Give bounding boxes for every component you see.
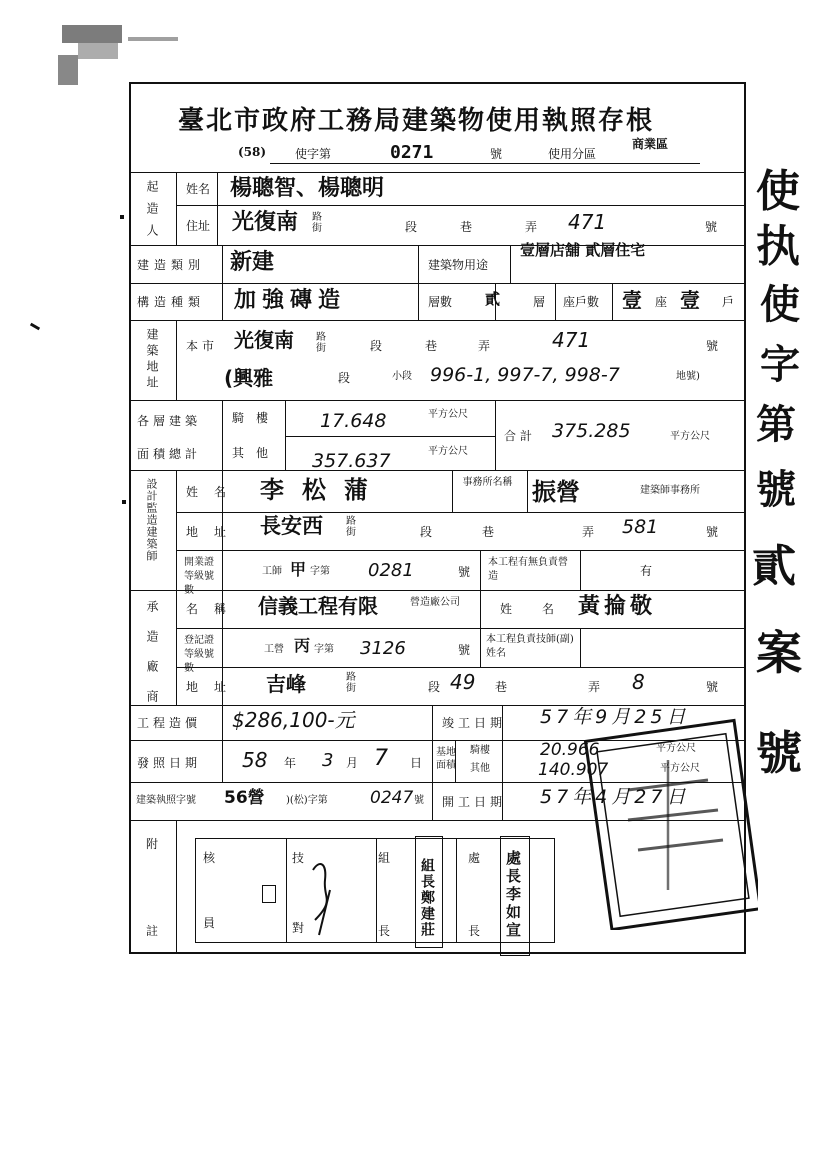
site-city-label: 本市 xyxy=(186,339,219,353)
contractor-reg-no: 3126 xyxy=(360,638,406,659)
struct-label: 構造種類 xyxy=(137,295,206,309)
land-other-label: 其他 xyxy=(470,763,490,774)
site-subsec-label: 小段 xyxy=(392,371,412,382)
contractor-lane-no: 49 xyxy=(450,670,476,694)
contractor-addr-label: 地址 xyxy=(186,680,243,694)
build-use-label: 建築物用途 xyxy=(428,258,489,272)
notes-label-bottom: 註 xyxy=(146,924,159,938)
start-value: 57年4月27日 xyxy=(540,786,690,808)
contractor-person-value: 黃掄敬 xyxy=(578,594,657,619)
floors-label: 層數 xyxy=(428,295,453,309)
units-value-2: 壹 xyxy=(680,288,700,312)
site-lots-value: 996-1, 997-7, 998-7 xyxy=(430,364,620,386)
floors-unit: 層 xyxy=(533,295,546,309)
architect-cert-label: 開業證等級號數 xyxy=(184,557,214,596)
margin-char: 字 xyxy=(760,342,800,388)
contractor-name-value: 信義工程有限 xyxy=(258,594,378,618)
area-arcade-unit: 平方公尺 xyxy=(428,409,468,420)
struct-value: 加強磚造 xyxy=(234,288,347,313)
contractor-reg-word: 字第 xyxy=(314,644,334,655)
scan-speck xyxy=(122,500,126,504)
contractor-reg-class: 丙 xyxy=(294,636,311,655)
applicant-no-value: 471 xyxy=(568,210,607,234)
site-section-label: 建築地址 xyxy=(145,328,159,392)
architect-alley-label: 弄 xyxy=(582,525,595,539)
site-lane-label: 巷 xyxy=(425,339,438,353)
scan-speck xyxy=(30,323,40,331)
area-total-label: 合計 xyxy=(504,429,537,443)
architect-office-suffix: 建築師事務所 xyxy=(640,485,700,496)
notes-col1-bottom: 員 xyxy=(203,916,216,930)
area-total-unit: 平方公尺 xyxy=(670,431,710,442)
units-value: 壹 xyxy=(622,288,642,312)
license-suffix: 號 xyxy=(490,147,503,161)
units-mid: 座 xyxy=(655,295,668,309)
official-seal xyxy=(558,700,758,930)
done-label: 竣工日期 xyxy=(442,716,507,730)
license-number: 0271 xyxy=(390,142,434,163)
scan-speck xyxy=(120,215,124,219)
applicant-addr-label: 住址 xyxy=(186,219,211,233)
issue-year-label: 年 xyxy=(284,756,297,770)
applicant-road-label: 路街 xyxy=(312,212,322,234)
contractor-person-label: 姓名 xyxy=(500,602,585,616)
architect-lane-label: 巷 xyxy=(482,525,495,539)
done-value: 57年9月25日 xyxy=(540,706,690,728)
build-type-label: 建造類別 xyxy=(137,258,206,272)
contractor-sec-label: 段 xyxy=(428,680,441,694)
site-road-label: 路街 xyxy=(316,332,326,354)
architect-cert-word: 字第 xyxy=(310,566,330,577)
zone-label: 使用分區 xyxy=(548,147,597,161)
architect-office-label: 事務所名稱 xyxy=(462,477,513,488)
applicant-name-value: 楊聰智、楊聰明 xyxy=(230,176,385,201)
architect-no-label: 號 xyxy=(706,525,719,539)
contractor-eng-label: 本工程負責技師(副)姓名 xyxy=(486,634,574,659)
land-other-unit: 平方公尺 xyxy=(660,763,700,774)
notes-col1-top: 核 xyxy=(203,851,216,865)
build-type-value: 新建 xyxy=(230,250,275,275)
zone-value: 商業區 xyxy=(632,137,669,151)
site-sec2-label: 段 xyxy=(338,371,351,385)
applicant-section-label: 起造人 xyxy=(145,180,159,246)
site-district-value: (興雅 xyxy=(224,366,274,390)
margin-char: 第 xyxy=(756,402,796,448)
contractor-no-label: 號 xyxy=(706,680,719,694)
margin-char: 执 xyxy=(756,221,800,272)
land-other-value: 140.907 xyxy=(538,760,609,780)
architect-road-label: 路街 xyxy=(346,516,356,538)
margin-char: 貳 xyxy=(752,541,796,592)
margin-char: 使 xyxy=(760,282,800,328)
contractor-company-label: 營造廠公司 xyxy=(410,597,460,608)
floors-value: 貳 xyxy=(485,290,501,308)
permit-value: 56營 xyxy=(224,788,265,808)
area-other-unit: 平方公尺 xyxy=(428,446,468,457)
architect-section-label: 設計監造建築師 xyxy=(145,478,158,562)
contractor-addr-value: 吉峰 xyxy=(266,672,306,696)
issue-year: 58 xyxy=(242,748,268,772)
margin-char: 號 xyxy=(756,726,802,780)
site-no-value: 471 xyxy=(552,328,591,352)
architect-cert-class: 甲 xyxy=(290,560,307,579)
contractor-section-label: 承造廠商 xyxy=(145,600,159,720)
contractor-reg-label: 登記證等級號數 xyxy=(184,635,214,674)
margin-char: 號 xyxy=(756,467,796,513)
build-use-value: 壹層店舖 貳層住宅 xyxy=(520,241,646,259)
architect-name-value: 李松蒲 xyxy=(260,476,386,504)
contractor-name-label: 名稱 xyxy=(186,602,243,616)
land-arcade-value: 20.966 xyxy=(540,740,600,760)
site-lots-label: 地號) xyxy=(676,371,700,382)
license-word: 使字第 xyxy=(295,147,332,161)
architect-addr-label: 地址 xyxy=(186,525,243,539)
chief-stamp-text: 處長李如宣 xyxy=(504,850,522,940)
issue-month-label: 月 xyxy=(346,756,359,770)
contractor-alley-no: 8 xyxy=(632,670,645,694)
signature-mark xyxy=(305,850,345,940)
contractor-reg-prefix: 工營 xyxy=(264,644,284,655)
land-label: 基地面積 xyxy=(436,747,456,771)
issue-month: 3 xyxy=(322,750,334,771)
units-unit: 戶 xyxy=(722,295,735,309)
issue-label: 發照日期 xyxy=(137,756,202,770)
notes-label-top: 附 xyxy=(146,837,159,851)
notes-col3-bottom: 長 xyxy=(378,924,391,938)
architect-addr-value: 長安西 xyxy=(260,514,323,538)
contractor-reg-suffix: 號 xyxy=(458,643,471,657)
cost-value: $286,100-元 xyxy=(232,708,355,732)
start-label: 開工日期 xyxy=(442,795,507,809)
architect-name-label: 姓名 xyxy=(186,485,243,499)
applicant-lane-label: 巷 xyxy=(460,220,473,234)
architect-cert-prefix: 工師 xyxy=(262,566,282,577)
permit-label: 建築執照字號 xyxy=(136,795,196,806)
architect-office-value: 振營 xyxy=(532,478,580,506)
land-arcade-unit: 平方公尺 xyxy=(656,743,696,754)
margin-char: 案 xyxy=(756,626,802,680)
applicant-no-label: 號 xyxy=(705,220,718,234)
site-alley-label: 弄 xyxy=(478,339,491,353)
permit-no: 0247 xyxy=(370,788,414,808)
area-other-value: 357.637 xyxy=(312,450,391,472)
scan-noise xyxy=(58,15,188,75)
notes-col2-top: 技 xyxy=(292,851,305,865)
applicant-addr-value: 光復南 xyxy=(232,210,299,235)
notes-col3-top: 組 xyxy=(378,851,391,865)
area-arcade-value: 17.648 xyxy=(320,410,387,432)
architect-no-value: 581 xyxy=(622,516,659,538)
issue-day-label: 日 xyxy=(410,756,423,770)
site-road-value: 光復南 xyxy=(234,328,294,352)
license-prefix: (58) xyxy=(238,145,267,159)
issue-day: 7 xyxy=(374,746,388,771)
applicant-sec-label: 段 xyxy=(405,220,418,234)
applicant-name-label: 姓名 xyxy=(186,182,211,196)
document-title: 臺北市政府工務局建築物使用執照存根 xyxy=(178,106,655,136)
applicant-alley-label: 弄 xyxy=(525,220,538,234)
area-label-top: 各層建築 xyxy=(137,414,202,428)
notes-col4-top: 處 xyxy=(468,851,481,865)
group-leader-stamp-text: 組長鄭建莊 xyxy=(419,858,435,938)
architect-sec-label: 段 xyxy=(420,525,433,539)
area-arcade-label: 騎樓 xyxy=(232,411,281,425)
architect-cert-suffix: 號 xyxy=(458,565,471,579)
area-label-bottom: 面積總計 xyxy=(137,447,202,461)
seal-mark xyxy=(262,885,276,903)
architect-dup-label: 本工程有無負責營造 xyxy=(488,557,568,582)
permit-suffix: 號 xyxy=(414,795,424,806)
contractor-alley-label: 弄 xyxy=(588,680,601,694)
architect-dup-value: 有 xyxy=(640,564,653,578)
margin-char: 使 xyxy=(756,166,800,217)
notes-col4-bottom: 長 xyxy=(468,924,481,938)
area-other-label: 其他 xyxy=(232,446,281,460)
site-sec-label: 段 xyxy=(370,339,383,353)
site-no-label: 號 xyxy=(706,339,719,353)
architect-cert-no: 0281 xyxy=(368,560,414,581)
cost-label: 工程造價 xyxy=(137,716,202,730)
contractor-lane-label: 巷 xyxy=(495,680,508,694)
area-total-value: 375.285 xyxy=(552,420,631,442)
contractor-road-label: 路街 xyxy=(346,672,356,694)
units-label: 座戶數 xyxy=(563,295,600,309)
land-arcade-label: 騎樓 xyxy=(470,745,490,756)
right-margin-text xyxy=(748,166,818,870)
notes-col2-bottom: 對 xyxy=(292,921,305,935)
permit-mid: )(松)字第 xyxy=(286,795,328,806)
